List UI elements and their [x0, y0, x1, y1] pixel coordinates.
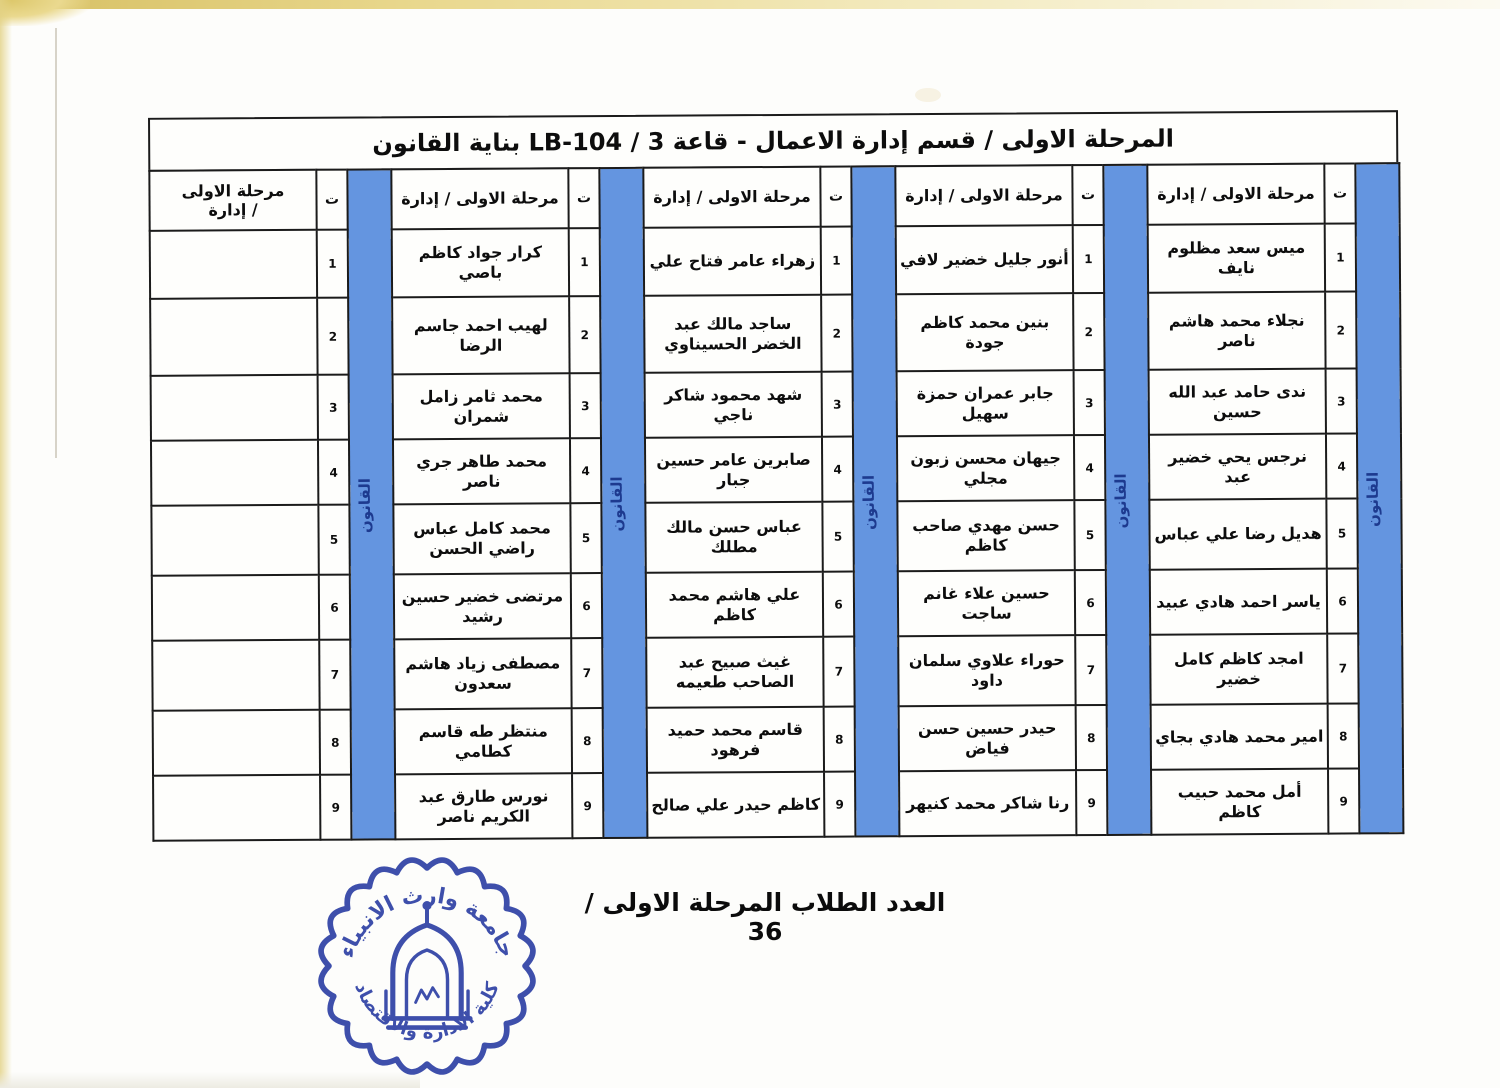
- scan-edge-corner: [0, 0, 90, 26]
- row-number-cell-label: 9: [331, 800, 340, 815]
- law-strip-label: القانون: [1363, 471, 1383, 527]
- row-number-cell: [1076, 770, 1107, 835]
- student-name-cell-label: لهيب احمد جاسم الرضا: [413, 314, 548, 355]
- row-number-cell: [1328, 703, 1359, 768]
- scan-fold-line: [55, 28, 57, 458]
- stamp-dome-icon: [384, 903, 471, 1028]
- name-column-header-label: مرحلة الاولى / إدارة: [401, 188, 559, 209]
- row-number-cell: [823, 572, 854, 637]
- student-name-cell: [393, 503, 570, 574]
- row-number-cell-label: 5: [1085, 528, 1095, 543]
- student-name-cell-label: حسين علاء غانم ساجت: [923, 582, 1050, 623]
- row-number-cell-label: 6: [1086, 595, 1095, 610]
- row-number-cell-label: 1: [832, 253, 841, 268]
- law-section-strip: [1355, 163, 1403, 833]
- student-name-cell: [897, 370, 1074, 436]
- student-name-cell: [394, 573, 571, 639]
- row-number-cell-label: 2: [580, 327, 590, 342]
- student-name-cell: [151, 505, 318, 576]
- student-name-cell-label: شهد محمود شاكر ناجي: [664, 384, 803, 424]
- student-name-cell: [644, 227, 821, 296]
- student-name-cell-label: محمد ثامر زامل شمران: [419, 385, 543, 426]
- law-strip-label: القانون: [355, 477, 375, 533]
- student-name-cell: [645, 437, 822, 503]
- row-number-cell-label: 6: [582, 598, 591, 613]
- stamp-bottom-text: كلية الادارة والاقتصاد: [350, 979, 504, 1044]
- row-number-cell-label: 6: [330, 600, 339, 615]
- student-name-cell-label: كرار جواد كاظم باصي: [418, 242, 543, 282]
- row-number-cell: [572, 773, 603, 838]
- row-number-cell: [1325, 223, 1356, 291]
- row-number-cell-label: 2: [1084, 324, 1094, 339]
- page-title: المرحلة الاولى / قسم إدارة الاعمال - قاعة 3 / LB-104 بناية القانون: [148, 110, 1398, 172]
- row-number-cell: [1074, 500, 1105, 570]
- student-name-cell: [897, 435, 1074, 501]
- row-number-cell: [1074, 370, 1105, 435]
- student-name-cell: [899, 770, 1076, 836]
- row-number-cell-label: 5: [833, 529, 843, 544]
- number-column-header-label: ت: [576, 190, 592, 207]
- roster-document: [148, 110, 1402, 842]
- name-column-header: [895, 165, 1072, 226]
- student-name-cell-label: ساجد مالك عبد الخضر الحسيناوي: [664, 313, 802, 354]
- row-number-cell: [1326, 368, 1357, 433]
- student-name-cell-label: كاظم حيدر علي صالح: [651, 794, 821, 815]
- student-name-cell: [644, 295, 821, 373]
- row-number-cell-label: 7: [834, 664, 844, 679]
- student-name-cell: [151, 375, 318, 441]
- row-number-cell-label: 4: [581, 463, 590, 478]
- row-number-cell-label: 8: [835, 732, 844, 747]
- student-name-cell: [1149, 369, 1326, 435]
- row-number-cell: [1326, 498, 1357, 568]
- name-column-header: [149, 170, 316, 231]
- student-name-cell-label: قاسم محمد حميد فرهود: [667, 719, 803, 759]
- student-name-cell: [647, 707, 824, 773]
- row-number-cell-label: 4: [1085, 460, 1094, 475]
- student-name-cell: [898, 635, 1075, 706]
- row-number-cell-label: 2: [328, 329, 338, 344]
- row-number-cell: [1325, 291, 1356, 368]
- row-number-cell: [318, 375, 349, 440]
- student-name-cell-label: أمل محمد حبيب كاظم: [1177, 781, 1302, 821]
- row-number-cell: [1073, 293, 1104, 370]
- student-name-cell: [647, 772, 824, 838]
- row-number-cell-label: 8: [583, 733, 592, 748]
- student-name-cell: [1148, 292, 1325, 370]
- student-name-cell-label: محمد طاهر جري ناصر: [416, 450, 548, 491]
- row-number-cell-label: 7: [1338, 661, 1348, 676]
- row-number-cell-label: 3: [329, 400, 338, 415]
- student-row: [151, 498, 1401, 576]
- row-number-cell-label: 3: [581, 398, 590, 413]
- student-row: [150, 291, 1400, 376]
- row-number-cell-label: 1: [1336, 250, 1345, 265]
- student-name-cell: [1151, 704, 1328, 770]
- university-stamp: [312, 852, 542, 1080]
- student-name-cell-label: منتظر طه قاسم كطامي: [418, 720, 548, 761]
- scan-edge-top: [0, 0, 1500, 9]
- row-number-cell-label: 3: [1337, 394, 1346, 409]
- row-number-cell: [571, 573, 602, 638]
- student-name-cell: [646, 637, 823, 708]
- row-number-cell: [1328, 768, 1359, 833]
- row-number-cell: [1326, 433, 1357, 498]
- row-number-cell: [821, 295, 852, 372]
- student-name-cell: [392, 296, 569, 374]
- row-number-cell-label: 4: [329, 465, 338, 480]
- student-name-cell: [899, 705, 1076, 771]
- number-column-header-label: ت: [828, 188, 844, 205]
- student-name-cell: [393, 373, 570, 439]
- row-number-cell: [1073, 225, 1104, 293]
- row-number-cell-label: 4: [833, 462, 842, 477]
- number-column-header: [1324, 163, 1355, 223]
- number-column-header: [316, 170, 347, 230]
- row-number-cell-label: 5: [581, 531, 591, 546]
- student-name-cell-label: نجلاء محمد هاشم ناصر: [1168, 310, 1305, 350]
- row-number-cell-label: 1: [328, 256, 337, 271]
- row-number-cell-label: 5: [1337, 526, 1347, 541]
- student-name-cell: [645, 502, 822, 573]
- student-name-cell-label: جيهان محسن زبون مجلي: [910, 447, 1061, 488]
- student-name-cell: [393, 438, 570, 504]
- row-number-cell-label: 1: [580, 255, 589, 270]
- student-name-cell-label: هديل رضا علي عباس: [1154, 523, 1322, 544]
- student-name-cell-label: حسن مهدي صاحب كاظم: [912, 515, 1060, 555]
- name-column-header-label: مرحلة الاولى / إدارة: [905, 185, 1063, 206]
- student-name-cell: [896, 225, 1073, 294]
- row-number-cell: [1076, 705, 1107, 770]
- student-name-cell: [1149, 499, 1326, 570]
- row-number-cell-label: 9: [583, 798, 592, 813]
- student-name-cell: [1148, 224, 1325, 293]
- student-name-cell-label: رنا شاكر محمد كنيهر: [906, 792, 1070, 813]
- student-name-cell: [1149, 434, 1326, 500]
- student-name-cell: [1150, 569, 1327, 635]
- student-name-cell: [150, 298, 317, 376]
- row-number-cell-label: 4: [1337, 459, 1346, 474]
- student-row: [151, 433, 1401, 506]
- row-number-cell: [822, 502, 853, 572]
- row-number-cell-label: 8: [1087, 730, 1096, 745]
- student-name-cell-label: علي هاشم محمد كاظم: [668, 584, 801, 624]
- row-number-cell: [318, 440, 349, 505]
- row-number-cell-label: 3: [1085, 395, 1094, 410]
- student-name-cell-label: نورس طارق عبد الكريم ناصر: [418, 785, 549, 826]
- row-number-cell: [1327, 633, 1358, 703]
- student-name-cell: [1150, 634, 1327, 705]
- law-strip-label: القانون: [1111, 472, 1131, 528]
- row-number-cell-label: 2: [832, 326, 842, 341]
- student-name-cell-label: أنور جليل خضير لافي: [899, 249, 1069, 270]
- student-name-cell-label: زهراء عامر فتاح علي: [649, 250, 816, 271]
- row-number-cell: [1075, 635, 1106, 705]
- row-number-cell: [571, 638, 602, 708]
- row-number-cell: [569, 296, 600, 373]
- row-number-cell: [572, 708, 603, 773]
- row-number-cell: [822, 372, 853, 437]
- student-name-cell: [152, 640, 319, 711]
- row-number-cell: [1327, 568, 1358, 633]
- scan-smudge: [915, 88, 941, 102]
- law-section-strip: [1103, 165, 1151, 835]
- student-name-cell: [646, 572, 823, 638]
- student-name-cell-label: حوراء علاوي سلمان داود: [908, 650, 1065, 690]
- row-number-cell: [318, 505, 349, 575]
- student-name-cell-label: محمد كامل عباس راضي الحسن: [413, 518, 551, 559]
- row-number-cell: [570, 438, 601, 503]
- row-number-cell-label: 9: [835, 797, 844, 812]
- row-number-cell: [317, 230, 348, 298]
- student-name-cell: [153, 775, 320, 841]
- student-name-cell: [152, 575, 319, 641]
- name-column-header: [391, 168, 568, 229]
- row-number-cell: [319, 575, 350, 640]
- law-section-strip: [851, 166, 899, 836]
- student-name-cell: [153, 710, 320, 776]
- number-column-header: [1072, 165, 1103, 225]
- student-name-cell-label: نرجس يحي خضير عبد: [1168, 446, 1308, 486]
- name-column-header-label: مرحلة الاولى / إدارة: [1157, 184, 1315, 205]
- student-name-cell-label: امير محمد هادي بجاي: [1155, 726, 1324, 747]
- row-number-cell: [569, 228, 600, 296]
- student-name-cell: [395, 708, 572, 774]
- student-name-cell: [395, 773, 572, 839]
- number-column-header-label: ت: [324, 191, 340, 208]
- row-number-cell: [1075, 570, 1106, 635]
- student-row: [150, 223, 1400, 299]
- student-row: [151, 368, 1401, 441]
- student-name-cell-label: عباس حسن مالك مطلك: [666, 516, 802, 557]
- student-name-cell-label: صابرين عامر حسين جبار: [656, 449, 811, 489]
- student-name-cell-label: جابر عمران حمزة سهيل: [916, 382, 1054, 423]
- name-column-header-label: مرحلة الاولى / إدارة: [653, 187, 811, 208]
- row-number-cell-label: 7: [330, 667, 340, 682]
- student-name-cell-label: مصطفى زياد هاشم سعدون: [405, 653, 561, 693]
- row-number-cell-label: 6: [1338, 594, 1347, 609]
- row-number-cell-label: 6: [834, 597, 843, 612]
- stamp-graphic: [312, 852, 542, 1080]
- row-number-cell: [317, 298, 348, 375]
- row-number-cell-label: 3: [833, 397, 842, 412]
- law-strip-label: القانون: [859, 474, 879, 530]
- student-name-cell-label: حيدر حسين حسن فياض: [917, 717, 1057, 758]
- row-number-cell: [319, 640, 350, 710]
- number-column-header-label: ت: [1080, 187, 1096, 204]
- student-count-text: العدد الطلاب المرحلة الاولى / 36: [584, 888, 946, 946]
- name-column-header-label: مرحلة الاولى / إدارة: [181, 180, 285, 220]
- student-row: [153, 768, 1403, 841]
- stamp-top-text: جامعة وارث الانبياء: [334, 882, 520, 962]
- row-number-cell: [570, 373, 601, 438]
- row-number-cell: [823, 637, 854, 707]
- student-name-cell: [150, 230, 317, 299]
- row-number-cell-label: 8: [331, 735, 340, 750]
- student-name-cell: [1151, 769, 1328, 835]
- student-name-cell-label: مرتضى خضير حسين رشيد: [401, 585, 564, 626]
- student-row: [152, 568, 1402, 641]
- student-name-cell-label: بنين محمد كاظم جودة: [920, 311, 1050, 352]
- scan-edge-left: [0, 0, 12, 1088]
- name-column-header: [643, 167, 820, 228]
- student-name-cell-label: ميس سعد مظلوم نايف: [1167, 237, 1306, 278]
- number-column-header-label: ت: [1332, 185, 1348, 202]
- student-name-cell: [392, 228, 569, 297]
- row-number-cell-label: 7: [582, 666, 592, 681]
- student-name-cell-label: ندى حامد عبد الله حسين: [1168, 381, 1307, 421]
- row-number-cell-label: 7: [1086, 663, 1096, 678]
- row-number-cell-label: 8: [1339, 729, 1348, 744]
- student-name-cell: [897, 500, 1074, 571]
- row-number-cell: [570, 503, 601, 573]
- student-name-cell-label: ياسر احمد هادي عبيد: [1156, 591, 1321, 612]
- row-number-cell-label: 5: [329, 532, 339, 547]
- number-column-header: [820, 167, 851, 227]
- row-number-cell: [320, 775, 351, 840]
- student-name-cell-label: امجد كاظم كامل خضير: [1173, 648, 1304, 689]
- student-name-cell: [898, 570, 1075, 636]
- row-number-cell: [822, 437, 853, 502]
- law-section-strip: [599, 168, 647, 838]
- student-name-cell: [394, 638, 571, 709]
- row-number-cell: [824, 707, 855, 772]
- law-strip-label: القانون: [607, 475, 627, 532]
- student-name-cell: [151, 440, 318, 506]
- student-name-cell-label: غيث صبيح عبد الصاحب طعيمه: [675, 651, 795, 692]
- header-row: [149, 163, 1399, 231]
- row-number-cell: [821, 227, 852, 295]
- student-name-cell: [645, 372, 822, 438]
- student-name-cell: [896, 293, 1073, 371]
- row-number-cell-label: 1: [1084, 252, 1093, 267]
- row-number-cell-label: 2: [1336, 323, 1346, 338]
- student-table: [148, 162, 1404, 842]
- row-number-cell-label: 9: [1087, 795, 1096, 810]
- row-number-cell: [320, 710, 351, 775]
- student-row: [153, 703, 1403, 776]
- row-number-cell-label: 9: [1339, 794, 1348, 809]
- row-number-cell: [824, 772, 855, 837]
- row-number-cell: [1074, 435, 1105, 500]
- name-column-header: [1147, 164, 1324, 225]
- number-column-header: [568, 168, 599, 228]
- law-section-strip: [347, 169, 395, 839]
- student-row: [152, 633, 1402, 711]
